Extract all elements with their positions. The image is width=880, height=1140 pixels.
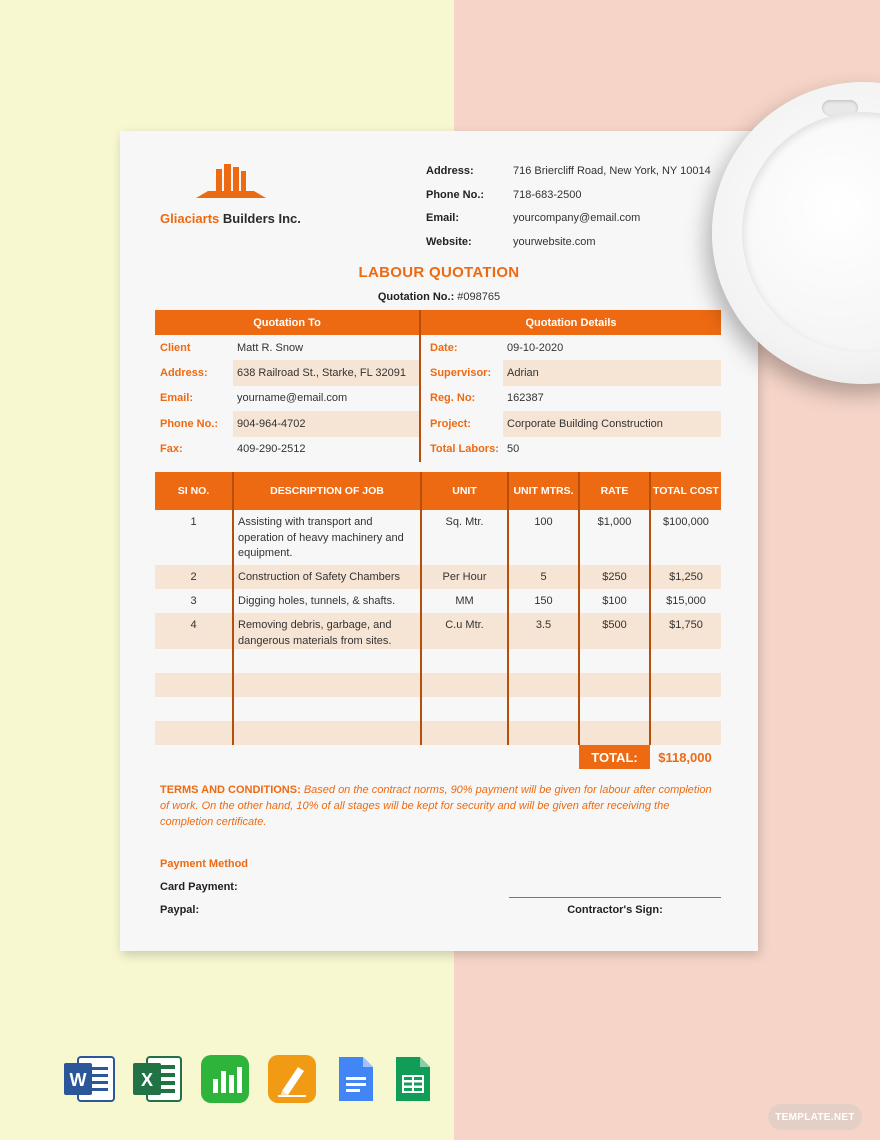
- word-icon: [64, 1055, 116, 1103]
- company-name: Gliaciarts Builders Inc.: [160, 211, 301, 226]
- client-table-header: Quotation To Quotation Details: [155, 310, 721, 335]
- document-title: LABOUR QUOTATION: [358, 264, 520, 281]
- table-row: Fax: 409-290-2512 Total Labors: 50: [155, 437, 721, 462]
- google-docs-icon: [337, 1055, 375, 1103]
- excel-icon: [133, 1055, 183, 1103]
- job-table-header: SI NO. DESCRIPTION OF JOB UNIT UNIT MTRS. RATE TOTAL COST: [155, 472, 721, 510]
- numbers-icon: [201, 1055, 249, 1103]
- job-table: [155, 472, 721, 745]
- paypal-label: Paypal:: [160, 904, 200, 916]
- table-row: Address: 638 Railroad St., Starke, FL 32091 Supervisor: Adrian: [155, 360, 721, 385]
- empty-table-row: [155, 649, 721, 673]
- table-row: 1 Assisting with transport and operation of heavy machinery and equipment. Sq. Mtr. 100 $1,000 $100,000: [155, 510, 721, 565]
- quotation-number: Quotation No.: #098765: [377, 291, 501, 303]
- payment-method-title: Payment Method: [160, 858, 249, 870]
- table-row: 2 Construction of Safety Chambers Per Hour 5 $250 $1,250: [155, 565, 721, 589]
- svg-text:W: W: [69, 1070, 87, 1090]
- svg-text:X: X: [140, 1070, 154, 1090]
- total-label: TOTAL:: [579, 745, 650, 769]
- table-row: 4 Removing debris, garbage, and dangerous materials from sites. C.u Mtr. 3.5 $500 $1,750: [155, 613, 721, 649]
- table-row: Client Matt R. Snow Date: 09-10-2020: [155, 335, 721, 360]
- terms-and-conditions: TERMS AND CONDITIONS: Based on the contract norms, 90% payment will be given for labour after completion of work. On the other hand, 10% of all stages will be kept for security and will be given after receiving the completion certificate.: [160, 784, 712, 828]
- quotation-document: [120, 131, 758, 951]
- contact-row: Address: 716 Briercliff Road, New York, NY 10014: [426, 165, 711, 177]
- signature-line: [509, 897, 721, 898]
- contact-row: Email: yourcompany@email.com: [426, 212, 641, 224]
- client-details-table: [155, 310, 721, 462]
- cup-lid-center: [742, 112, 880, 352]
- table-row: Email: yourname@email.com Reg. No: 162387: [155, 386, 721, 411]
- card-payment-label: Card Payment:: [160, 881, 238, 893]
- empty-table-row: [155, 721, 721, 745]
- pages-icon: [268, 1055, 316, 1103]
- contact-row: Website: yourwebsite.com: [426, 235, 596, 248]
- empty-table-row: [155, 673, 721, 697]
- empty-table-row: [155, 697, 721, 721]
- template-net-watermark: TEMPLATE.NET: [768, 1104, 862, 1130]
- google-sheets-icon: [394, 1055, 432, 1103]
- table-row: 3 Digging holes, tunnels, & shafts. MM 150 $100 $15,000: [155, 589, 721, 613]
- company-contact-block: [426, 165, 746, 259]
- company-logo-icon: [194, 161, 268, 201]
- total-value: $118,000: [658, 749, 712, 765]
- contractor-sign-label: Contractor's Sign:: [567, 904, 663, 916]
- contact-row: Phone No.: 718-683-2500: [426, 188, 582, 201]
- table-row: Phone No.: 904-964-4702 Project: Corporate Building Construction: [155, 411, 721, 436]
